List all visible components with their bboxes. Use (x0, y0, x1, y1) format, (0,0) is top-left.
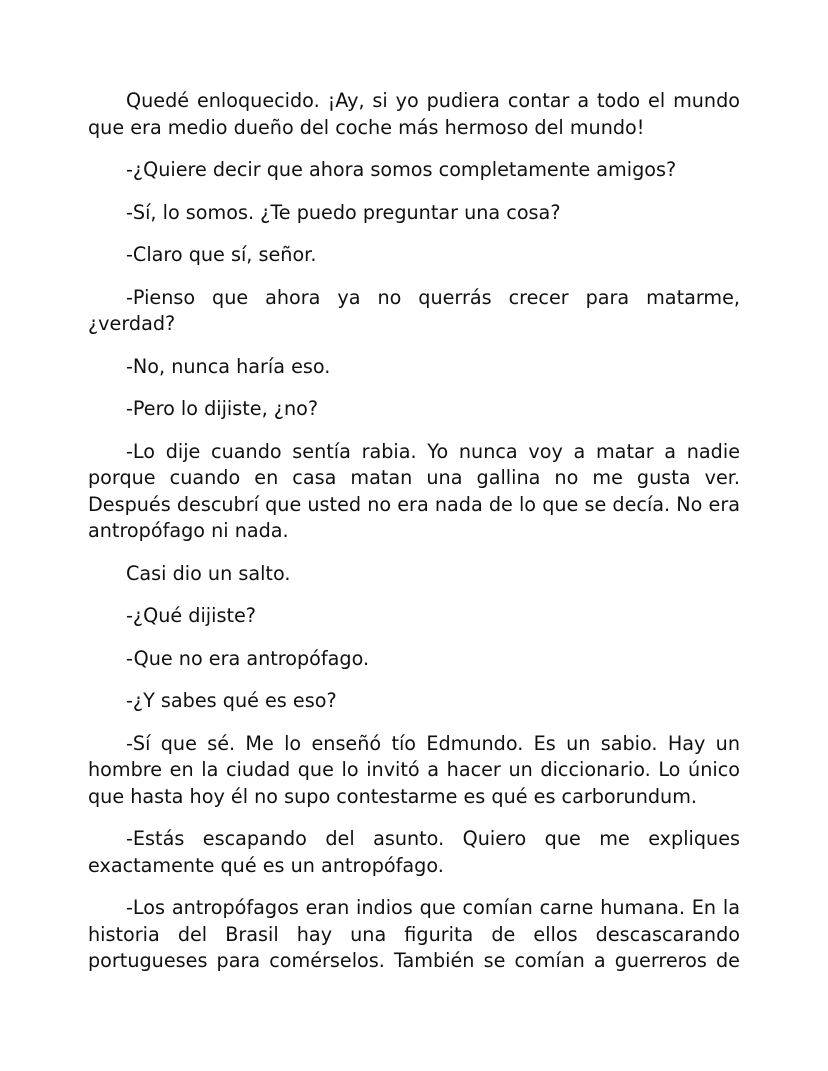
paragraph-15: -Los antropófagos eran indios que comían carne humana. En la historia del Brasil hay una figurita de ellos descascarando portugueses para comérselos. También se comían a guerreros de (88, 896, 740, 972)
paragraph-6: -No, nunca haría eso. (126, 354, 331, 378)
paragraph-12: -¿Y sabes qué es eso? (126, 689, 337, 712)
document-page (88, 88, 740, 991)
paragraph-1: Quedé enloquecido. ¡Ay, si yo pudiera contar a todo el mundo que era medio dueño del coche más hermoso del mundo! (88, 89, 740, 139)
paragraph-10: -¿Qué dijiste? (126, 604, 256, 627)
paragraph-13: -Sí que sé. Me lo enseñó tío Edmundo. Es un sabio. Hay un hombre en la ciudad que lo invitó a hacer un diccionario. Lo único que hasta hoy él no supo contestarme es qué es carborundum. (88, 731, 740, 808)
paragraph-5: -Pienso que ahora ya no querrás crecer para matarme, ¿verdad? (88, 285, 740, 335)
paragraph-3: -Sí, lo somos. ¿Te puedo preguntar una cosa? (126, 200, 561, 224)
paragraph-4: -Claro que sí, señor. (126, 243, 317, 266)
paragraph-8: -Lo dije cuando sentía rabia. Yo nunca voy a matar a nadie porque cuando en casa matan una gallina no me gusta ver. Después descubrí que usted no era nada de lo que se decía. No era antropófago ni nada. (88, 439, 740, 542)
paragraph-7: -Pero lo dijiste, ¿no? (126, 397, 319, 420)
paragraph-11: -Que no era antropófago. (126, 646, 370, 670)
paragraph-9: Casi dio un salto. (126, 561, 291, 585)
paragraph-14: -Estás escapando del asunto. Quiero que me expliques exactamente qué es un antropófago. (88, 827, 740, 877)
paragraph-2: -¿Quiere decir que ahora somos completamente amigos? (126, 158, 677, 181)
